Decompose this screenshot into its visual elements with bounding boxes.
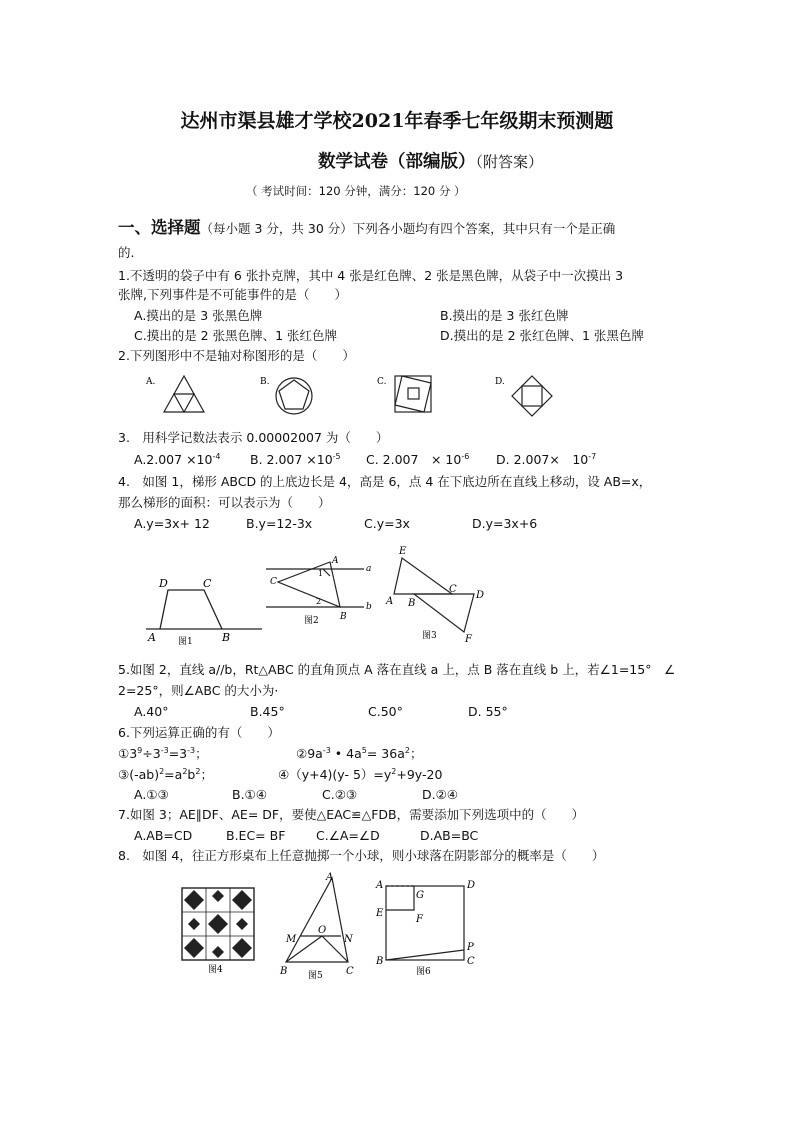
q4-option-b: B.y=12-3x [246,516,313,531]
q1-stem-line2: 张牌,下列事件是不可能事件的是（ ） [118,287,347,302]
fig6-label-g: G [416,890,424,901]
q6-i1-a: ①3 [118,746,138,761]
exam-title: 达州市渠县雄才学校2021年春季七年级期末预测题 [180,110,614,132]
figure-5-triangle [286,878,348,962]
fig6-label-b: B [376,956,384,967]
q6-option-a: A.①③ [134,787,169,802]
q5-stem-line2: 2=25°，则∠ABC 的大小为· [118,683,279,698]
q4-option-a: A.y=3x+ 12 [134,516,210,531]
q6-option-d: D.②④ [422,787,459,802]
q6-i3-b: =a [164,767,183,782]
fig3-label-e: E [399,546,407,557]
fig1-label-c: C [203,577,212,590]
q3-c-base: C. 2.007 × 10 [366,452,462,467]
q2-figures [140,370,580,422]
figure-6-square [386,886,464,960]
fig6-label-f: F [416,914,423,925]
q7-option-d: D.AB=BC [420,828,479,843]
subtitle-main: 数学试卷（部编版） [318,152,476,172]
subtitle-note: （附答案） [475,153,544,171]
figures-row-1 [140,540,500,652]
q6-i4-e1: 2 [391,766,397,776]
q2-stem: 2.下列图形中不是轴对称图形的是（ ） [118,348,355,363]
q5-option-c: C.50° [368,704,403,719]
q6-item-3 [118,767,213,783]
q2-figure-a [164,376,204,412]
q3-option-a [134,452,220,468]
fig1-label-d: D [159,577,168,590]
fig2-caption: 图2 [304,616,319,626]
q1-option-d: D.摸出的是 2 张红色牌、1 张黑色牌 [440,328,644,343]
q2-label-a: A. [146,377,156,387]
fig3-label-f: F [465,634,472,645]
q6-i3-c: b [187,767,196,782]
fig5-label-m: M [286,934,297,945]
q3-c-exp: -6 [461,451,470,461]
fig5-label-a: A [326,872,334,883]
q2-figure-b [276,378,312,414]
figure-3-triangles [394,558,474,632]
fig3-label-a: A [386,596,394,607]
q6-i3-e3: 2 [195,766,201,776]
q6-i3-e2: 2 [182,766,188,776]
figure-1-trapezoid [146,590,262,629]
section-note: （每小题 3 分，共 30 分）下列各小题均有四个答案，其中只有一个是正确 [200,221,616,236]
q6-item-1 [118,746,208,762]
q6-i1-c: =3 [168,746,188,761]
fig2-label-c: C [270,577,277,587]
q3-option-c [366,452,469,468]
fig3-label-d: D [476,590,485,601]
exam-subtitle [318,148,543,173]
fig2-label-angle2: 2 [316,597,322,606]
figure-2-parallel-lines [266,562,364,607]
q6-stem: 6.下列运算正确的有（ ） [118,725,280,740]
q2-figure-d [512,376,552,416]
q6-i1-e1: 9 [137,745,143,755]
figures-row-2 [176,870,496,982]
q6-option-b: B.①④ [232,787,267,802]
q8-stem: 8. 如图 4，往正方形桌布上任意抛掷一个小球，则小球落在阴影部分的概率是（ ） [118,848,605,863]
q3-a-exp: -4 [212,451,221,461]
section-note-cont: 的. [118,245,135,260]
q4-stem-line1: 4. 如图 1，梯形 ABCD 的上底边长是 4，高是 6，点 4 在下底边所在直线上移动，设 AB=x， [118,474,652,489]
q6-i2-b: • 4a [330,746,362,761]
q6-i2-d: ； [409,746,423,761]
fig5-label-o: O [318,925,327,936]
fig3-label-c: C [449,584,457,595]
q1-option-c: C.摸出的是 2 张黑色牌、1 张红色牌 [134,328,338,343]
q2-figure-c [395,376,431,412]
q3-option-b [250,452,341,468]
fig5-caption: 图5 [308,971,323,981]
fig1-caption: 图1 [178,637,193,647]
q6-item-2 [296,746,422,762]
q6-i2-e3: 2 [404,745,410,755]
section-heading [118,214,615,238]
q2-label-b: B. [260,377,270,387]
fig2-label-line-a: a [366,564,372,574]
fig1-label-b: B [222,631,231,644]
fig6-label-c: C [467,956,475,967]
q3-option-d [496,452,596,468]
fig6-caption: 图6 [416,967,431,977]
fig2-label-line-b: b [366,602,372,612]
fig6-label-p: P [467,942,474,953]
fig2-label-b: B [340,612,347,622]
q4-option-d: D.y=3x+6 [472,516,538,531]
q5-option-a: A.40° [134,704,169,719]
exam-info: （ 考试时间：120 分钟，满分：120 分 ） [246,184,466,198]
q6-option-c: C.②③ [322,787,358,802]
q3-b-exp: -5 [332,451,341,461]
fig2-label-a: A [332,556,339,566]
fig3-label-b: B [408,598,416,609]
q3-b-base: B. 2.007 ×10 [250,452,333,467]
fig6-label-e: E [376,908,384,919]
section-title: 一、选择题 [118,218,201,237]
fig5-label-n: N [344,934,353,945]
q1-option-a: A.摸出的是 3 张黑色牌 [134,308,263,323]
q6-i2-a: ②9a [296,746,323,761]
fig5-label-c: C [346,966,354,977]
q6-item-4 [278,767,442,783]
q4-stem-line2: 那么梯形的面积：可以表示为（ ） [118,495,331,510]
q3-d-base: D. 2.007× 10 [496,452,589,467]
q6-i3-a: ③(-ab) [118,767,160,782]
q6-i3-d: ； [200,767,213,782]
q6-i4-a: ④（y+4)(y- 5）=y [278,767,392,782]
fig3-caption: 图3 [422,631,437,641]
q1-option-b: B.摸出的是 3 张红色牌 [440,308,569,323]
q7-option-b: B.EC= BF [226,828,286,843]
q3-a-base: A.2.007 ×10 [134,452,213,467]
q6-i1-e3: -3 [187,745,196,755]
q6-i1-d: ； [195,746,208,761]
q7-option-a: A.AB=CD [134,828,193,843]
q6-i1-e2: -3 [160,745,169,755]
q7-option-c: C.∠A=∠D [316,828,380,843]
fig6-label-a: A [376,880,384,891]
q5-option-d: D. 55° [468,704,508,719]
q3-stem: 3. 用科学记数法表示 0.00002007 为（ ） [118,430,389,445]
fig6-label-d: D [467,880,476,891]
q6-i3-e1: 2 [159,766,165,776]
q5-stem-line1: 5.如图 2，直线 a//b，Rt△ABC 的直角顶点 A 落在直线 a 上，点 B 落在直线 b 上，若∠1=15° ∠ [118,662,676,677]
q6-i4-b: +9y-20 [396,767,443,782]
q2-label-c: C. [377,377,387,387]
q1-stem-line1: 1.不透明的袋子中有 6 张扑克牌，其中 4 张是红色牌、2 张是黑色牌，从袋子中一次摸出 3 [118,268,624,283]
q2-label-d: D. [495,377,505,387]
q6-i2-c: = 36a [366,746,405,761]
fig4-caption: 图4 [208,965,223,975]
q6-i1-b: ÷3 [142,746,161,761]
q6-i2-e1: -3 [322,745,331,755]
fig2-label-angle1: 1 [318,569,324,578]
q5-option-b: B.45° [250,704,285,719]
q4-option-c: C.y=3x [364,516,410,531]
fig5-label-b: B [280,966,288,977]
q3-d-exp: -7 [588,451,597,461]
figure-4-tile-grid [182,888,254,960]
q7-stem: 7.如图 3；AE∥DF、AE= DF，要使△EAC≌△FDB，需要添加下列选项中的（ ） [118,807,585,822]
q6-i2-e2: 5 [361,745,367,755]
fig1-label-a: A [148,631,156,644]
